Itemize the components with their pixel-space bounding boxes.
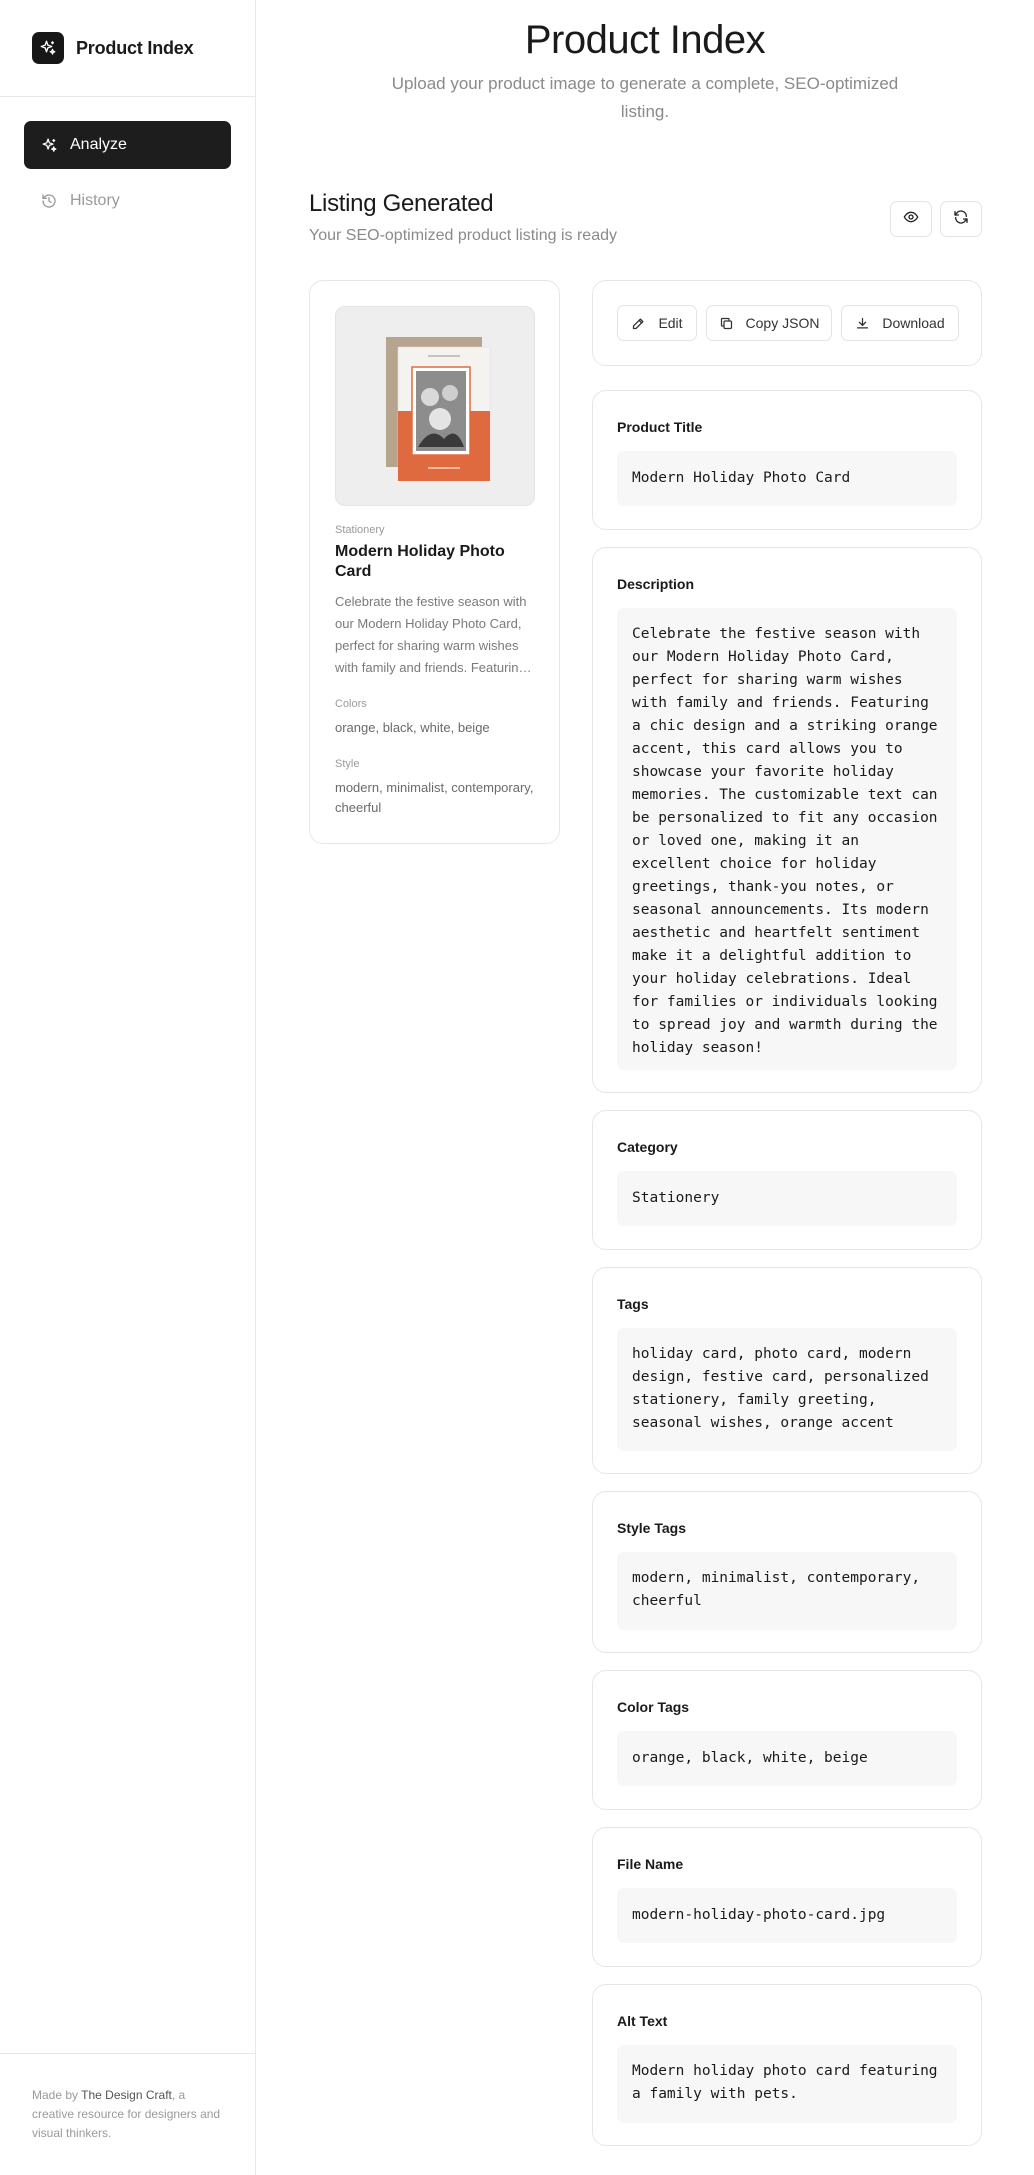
tags-field[interactable]: holiday card, photo card, modern design, festive card, personalized stationery, family greeting, seasonal wishes, orange accent [617,1328,957,1451]
sidebar-footer [0,2053,256,2175]
alt-text-label: Alt Text [617,2013,668,2029]
download-button[interactable] [841,305,959,341]
preview-colors-value: orange, black, white, beige [335,720,490,735]
sidebar-item-analyze[interactable] [24,121,231,169]
product-title-label: Product Title [617,419,703,435]
main-content [256,0,1034,2175]
history-icon [40,192,58,210]
description-field[interactable]: Celebrate the festive season with our Modern Holiday Photo Card, perfect for sharing warm wishes with family and friends. Featuring a chic design and a striking orange accent, this card allows you to showcase your favorite holiday memories. The customizable text can be personalized to fit any occasion or loved one, making it an excellent choice for holiday greetings, thank-you notes, or seasonal announcements. Its modern aesthetic and heartfelt sentiment make it a delightful addition to your holiday celebrations. Ideal for families or individuals looking to spread joy and warmth during the holiday season! [617,608,957,1070]
sidebar-nav [0,97,255,225]
pencil-icon [631,316,646,331]
product-preview-card [309,280,560,844]
style-tags-field[interactable]: modern, minimalist, contemporary, cheerful [617,1552,957,1630]
category-label: Category [617,1139,678,1155]
preview-product-name: Modern Holiday Photo Card [335,543,505,580]
color-tags-card [592,1670,982,1810]
tags-label: Tags [617,1296,649,1312]
sidebar-item-history[interactable] [24,177,231,225]
copy-json-label: Copy JSON [745,315,820,331]
sidebar-item-label: History [70,192,120,209]
category-card [592,1110,982,1250]
listing-toolbar [592,280,982,366]
sparkles-icon [40,136,58,154]
page-title: Product Index [524,18,766,62]
product-image [335,306,535,506]
file-name-field[interactable]: modern-holiday-photo-card.jpg [617,1888,957,1943]
refresh-icon [953,209,969,230]
edit-label: Edit [658,315,683,331]
sidebar-item-label: Analyze [70,136,127,153]
color-tags-field[interactable]: orange, black, white, beige [617,1731,957,1786]
sidebar [0,0,256,2175]
category-field[interactable]: Stationery [617,1171,957,1226]
style-tags-label: Style Tags [617,1520,686,1536]
page-subtitle: Upload your product image to generate a complete, SEO-optimized listing. [391,74,899,121]
listing-subtitle: Your SEO-optimized product listing is ready [309,227,617,244]
brand[interactable] [0,0,255,97]
tags-card [592,1267,982,1474]
sparkles-logo-icon [32,32,64,64]
footer-link[interactable]: The Design Craft [81,2088,172,2102]
download-icon [855,316,870,331]
preview-colors-label: Colors [335,698,367,710]
preview-category: Stationery [335,524,385,536]
description-label: Description [617,576,695,592]
copy-icon [719,316,734,331]
regenerate-button[interactable] [940,201,982,237]
brand-name: Product Index [76,37,194,58]
preview-button[interactable] [890,201,932,237]
footer-prefix: Made by [32,2088,82,2102]
alt-text-field[interactable]: Modern holiday photo card featuring a family with pets. [617,2045,957,2123]
description-card [592,547,982,1093]
style-tags-card [592,1491,982,1653]
preview-style-value: modern, minimalist, contemporary, cheerful [335,780,534,815]
preview-description: Celebrate the festive season with our Modern Holiday Photo Card, perfect for sharing warm wishes with family and friends. Featuring [335,594,527,675]
copy-json-button[interactable] [706,305,832,341]
footer-suffix: , a creative resource for designers and visual thinkers. [32,2088,221,2140]
preview-style-label: Style [335,758,360,770]
edit-button[interactable] [617,305,697,341]
file-name-label: File Name [617,1856,684,1872]
file-name-card [592,1827,982,1967]
color-tags-label: Color Tags [617,1699,690,1715]
alt-text-card [592,1984,982,2146]
product-title-field[interactable]: Modern Holiday Photo Card [617,451,957,506]
download-label: Download [882,315,945,331]
product-title-card [592,390,982,530]
listing-title: Listing Generated [309,190,494,217]
eye-icon [903,209,919,230]
